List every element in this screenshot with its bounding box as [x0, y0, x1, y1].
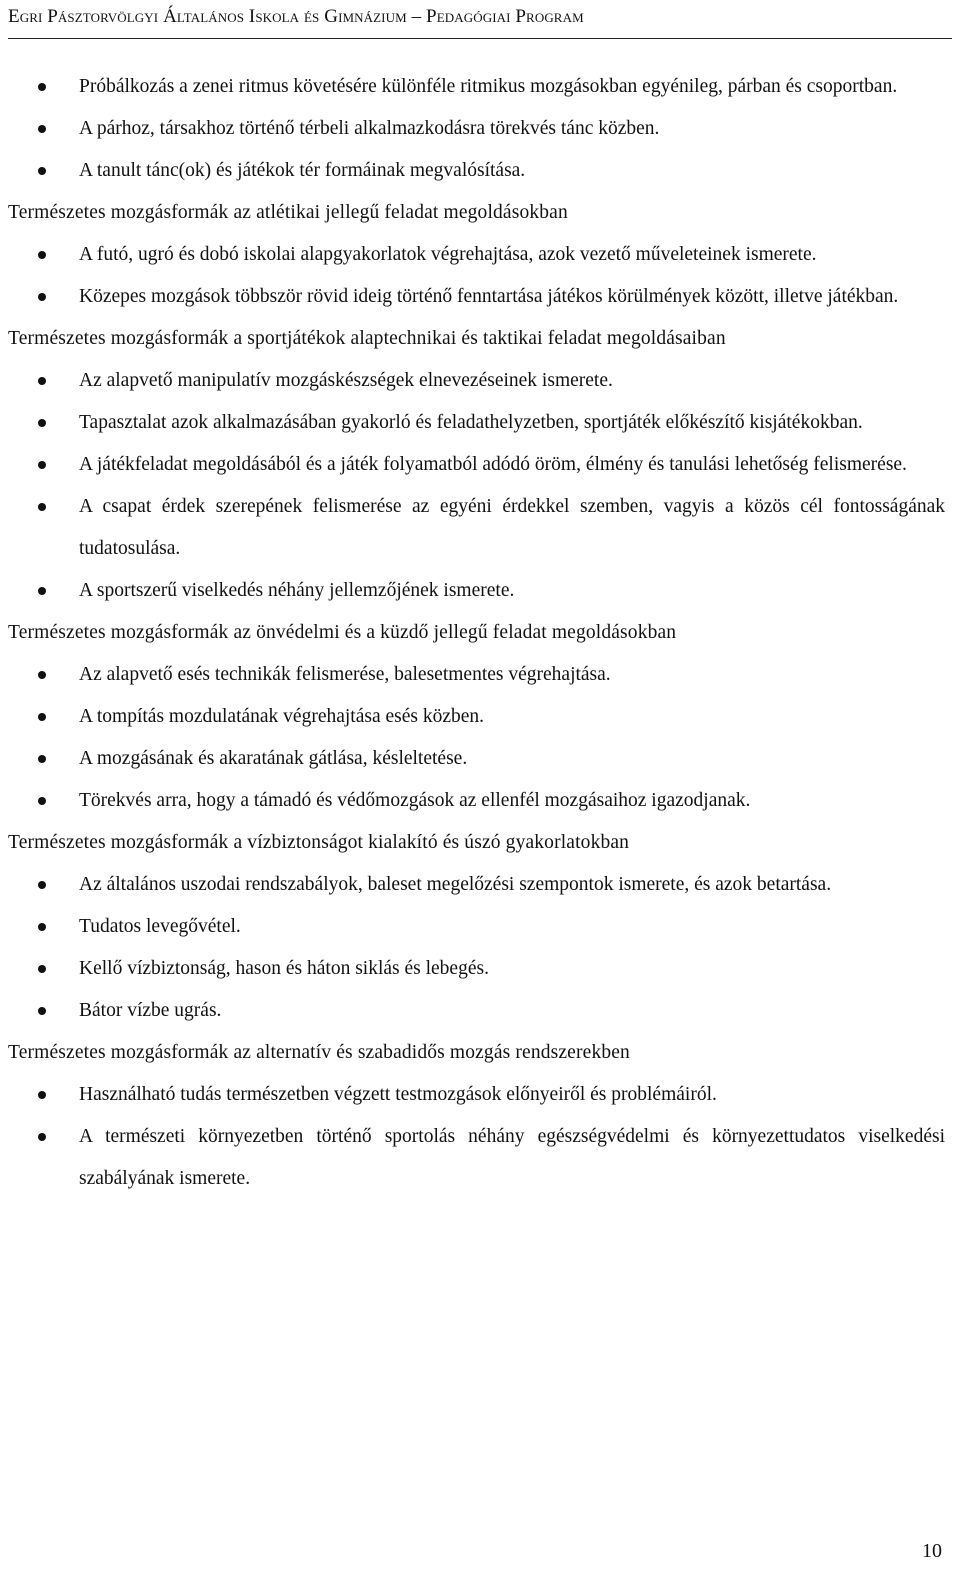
section-heading-athletics: Természetes mozgásformák az atlétikai jellegű feladat megoldásokban	[8, 202, 568, 223]
page-number: 10	[922, 1540, 942, 1562]
list-item-text: A futó, ugró és dobó iskolai alapgyakorlatok végrehajtása, azok vezető műveleteinek ismerete.	[79, 244, 817, 265]
bullet-icon	[38, 797, 46, 805]
list-item-text: Használható tudás természetben végzett testmozgások előnyeiről és problémáiról.	[79, 1084, 717, 1105]
list-item	[8, 948, 945, 990]
list-item-text: A csapat érdek szerepének felismerése az egyéni érdekkel szemben, vagyis a közös cél fontosságának tudatosulása.	[79, 496, 945, 559]
list-item	[8, 444, 945, 486]
section-heading-water-safety: Természetes mozgásformák a vízbiztonságot kialakító és úszó gyakorlatokban	[8, 832, 630, 853]
list-item-text: Az általános uszodai rendszabályok, baleset megelőzési szempontok ismerete, és azok betartása.	[79, 874, 832, 895]
section-heading-self-defense: Természetes mozgásformák az önvédelmi és a küzdő jellegű feladat megoldásokban	[8, 622, 677, 643]
list-item-text: Tudatos levegővétel.	[79, 916, 241, 937]
list-item-text: Törekvés arra, hogy a támadó és védőmozgások az ellenfél mozgásaihoz igazodjanak.	[79, 790, 751, 811]
bullet-icon	[38, 1007, 46, 1015]
bullet-icon	[38, 293, 46, 301]
bullet-icon	[38, 755, 46, 763]
list-item-text: A természeti környezetben történő sportolás néhány egészségvédelmi és környezettudatos viselkedési szabályának ismerete.	[79, 1126, 945, 1189]
page-header	[8, 4, 952, 39]
bullet-icon	[38, 461, 46, 469]
bullet-icon	[38, 881, 46, 889]
list-item	[8, 276, 945, 318]
list-item-text: A tompítás mozdulatának végrehajtása esés közben.	[79, 706, 485, 727]
list-item-text: Az alapvető manipulatív mozgáskészségek elnevezéseinek ismerete.	[79, 370, 613, 391]
document-body	[8, 66, 945, 1200]
list-item-text: Tapasztalat azok alkalmazásában gyakorló és feladathelyzetben, sportjáték előkészítő kisjátékokban.	[79, 412, 863, 433]
list-item	[8, 150, 945, 192]
list-item-text: A játékfeladat megoldásából és a játék folyamatból adódó öröm, élmény és tanulási lehetőség felismerése.	[79, 454, 907, 475]
bullet-icon	[38, 125, 46, 133]
list-item	[8, 402, 945, 444]
bullet-icon	[38, 419, 46, 427]
bullet-icon	[38, 1091, 46, 1099]
bullet-icon	[38, 377, 46, 385]
section-heading-sport-games: Természetes mozgásformák a sportjátékok alaptechnikai és taktikai feladat megoldásaiban	[8, 328, 726, 349]
list-item-text: A párhoz, társakhoz történő térbeli alkalmazkodásra törekvés tánc közben.	[79, 118, 660, 139]
section-heading-alternative: Természetes mozgásformák az alternatív és szabadidős mozgás rendszerekben	[8, 1042, 630, 1063]
bullet-icon	[38, 83, 46, 91]
list-item	[8, 906, 945, 948]
list-item-text: Bátor vízbe ugrás.	[79, 1000, 222, 1021]
list-item	[8, 780, 945, 822]
list-item-text: A mozgásának és akaratának gátlása, késleltetése.	[79, 748, 468, 769]
header-title: Egri Pásztorvölgyi Általános Iskola és Gimnázium – Pedagógiai Program	[8, 6, 584, 27]
list-item	[8, 738, 945, 780]
list-item	[8, 696, 945, 738]
list-item-text: A tanult tánc(ok) és játékok tér formáinak megvalósítása.	[79, 160, 526, 181]
bullet-icon	[38, 587, 46, 595]
bullet-icon	[38, 251, 46, 259]
bullet-icon	[38, 503, 46, 511]
list-item	[8, 990, 945, 1032]
list-item	[8, 1074, 945, 1116]
list-item	[8, 66, 945, 108]
bullet-icon	[38, 965, 46, 973]
list-item	[8, 486, 945, 570]
list-item	[8, 360, 945, 402]
bullet-icon	[38, 167, 46, 175]
list-item	[8, 1116, 945, 1200]
bullet-icon	[38, 1133, 46, 1141]
list-item-text: Próbálkozás a zenei ritmus követésére különféle ritmikus mozgásokban egyénileg, párban és csoportban.	[79, 76, 898, 97]
bullet-icon	[38, 713, 46, 721]
list-item-text: Közepes mozgások többször rövid ideig történő fenntartása játékos körülmények között, illetve játékban.	[79, 286, 899, 307]
list-item-text: A sportszerű viselkedés néhány jellemzőjének ismerete.	[79, 580, 515, 601]
bullet-icon	[38, 671, 46, 679]
list-item-text: Az alapvető esés technikák felismerése, balesetmentes végrehajtása.	[79, 664, 611, 685]
bullet-icon	[38, 923, 46, 931]
list-item-text: Kellő vízbiztonság, hason és háton siklás és lebegés.	[79, 958, 489, 979]
list-item	[8, 234, 945, 276]
list-item	[8, 570, 945, 612]
list-item	[8, 108, 945, 150]
list-item	[8, 864, 945, 906]
list-item	[8, 654, 945, 696]
